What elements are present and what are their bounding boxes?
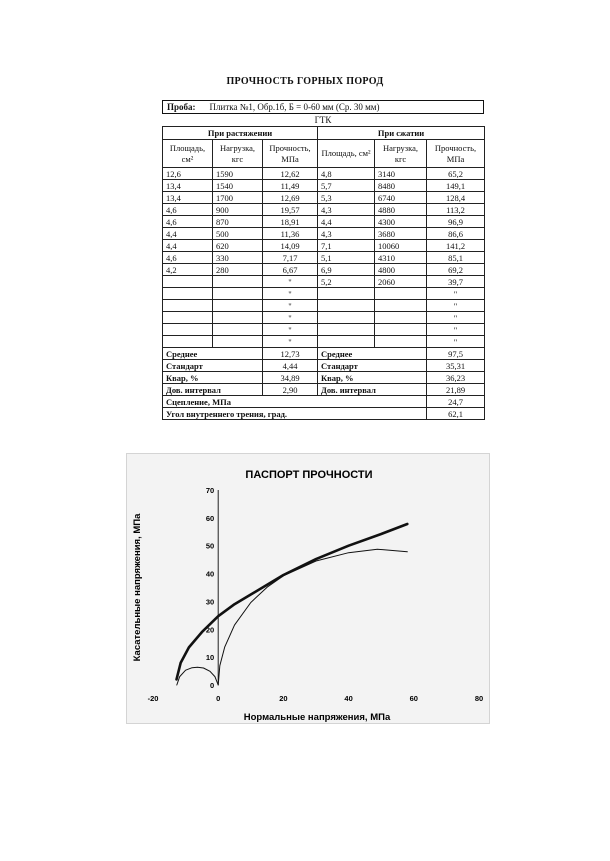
compression-load-cell: 4880: [375, 204, 427, 216]
compression-load-cell: [375, 336, 427, 348]
tension-strength-cell: ": [263, 336, 318, 348]
compression-load-cell: 10060: [375, 240, 427, 252]
compression-load-cell: [375, 312, 427, 324]
strength-table: [162, 126, 485, 420]
table-row: [163, 192, 485, 204]
friction-angle-label: Угол внутреннего трения, град.: [163, 408, 427, 420]
compression-strength-cell: ": [427, 300, 485, 312]
compression-strength-cell: 141,2: [427, 240, 485, 252]
tension-area-cell: 4,4: [163, 240, 213, 252]
tension-strength-cell: 6,67: [263, 264, 318, 276]
stat-label-compression: Стандарт: [318, 360, 427, 372]
compression-load-cell: 8480: [375, 180, 427, 192]
table-row: [163, 300, 485, 312]
table-row: [163, 336, 485, 348]
table-row: [163, 276, 485, 288]
compression-area-cell: 5,1: [318, 252, 375, 264]
compression-load-cell: 4300: [375, 216, 427, 228]
compression-header: При сжатии: [318, 127, 485, 140]
compression-strength-cell: 69,2: [427, 264, 485, 276]
stats-row: [163, 372, 485, 384]
friction-angle-row: [163, 408, 485, 420]
compression-strength-cell: 65,2: [427, 168, 485, 180]
compression-load-cell: [375, 300, 427, 312]
tension-strength-cell: 19,57: [263, 204, 318, 216]
compression-strength-cell: ": [427, 324, 485, 336]
compression-strength-cell: ": [427, 336, 485, 348]
tension-area-cell: 13,4: [163, 180, 213, 192]
tension-strength-cell: 12,69: [263, 192, 318, 204]
stat-value-tension: 34,89: [263, 372, 318, 384]
stat-value-tension: 12,73: [263, 348, 318, 360]
stat-label-tension: Дов. интервал: [163, 384, 263, 396]
stat-value-compression: 97,5: [427, 348, 485, 360]
tension-load-cell: 1590: [213, 168, 263, 180]
method-label: ГТК: [314, 115, 332, 125]
table-row: [163, 168, 485, 180]
tension-load-cell: 1540: [213, 180, 263, 192]
tension-strength-cell: 11,49: [263, 180, 318, 192]
table-row: [163, 180, 485, 192]
tension-load-cell: [213, 300, 263, 312]
tension-load-cell: 330: [213, 252, 263, 264]
compression-strength-cell: 86,6: [427, 228, 485, 240]
tension-strength-cell: ": [263, 288, 318, 300]
compression-strength-cell: 96,9: [427, 216, 485, 228]
stat-label-compression: Дов. интервал: [318, 384, 427, 396]
tension-load-cell: 870: [213, 216, 263, 228]
compression-strength-cell: 85,1: [427, 252, 485, 264]
x-tick-label: 0: [216, 694, 221, 703]
stat-label-compression: Среднее: [318, 348, 427, 360]
compression-area-cell: [318, 324, 375, 336]
stat-value-compression: 35,31: [427, 360, 485, 372]
tension-area-cell: [163, 324, 213, 336]
tension-load-cell: [213, 288, 263, 300]
stat-value-compression: 36,23: [427, 372, 485, 384]
stats-row: [163, 360, 485, 372]
table-row: [163, 288, 485, 300]
y-tick-label: 40: [205, 569, 215, 579]
compression-strength-cell: 149,1: [427, 180, 485, 192]
tension-area-cell: 4,6: [163, 216, 213, 228]
compression-area-cell: [318, 300, 375, 312]
x-tick-label: -20: [147, 694, 159, 703]
compression-area-cell: 4,4: [318, 216, 375, 228]
compression-load-cell: 3140: [375, 168, 427, 180]
tension-load-cell: 1700: [213, 192, 263, 204]
compression-load-header: Нагрузка, кгс: [375, 140, 427, 168]
y-tick-label: 10: [205, 653, 215, 663]
compression-strength-cell: 128,4: [427, 192, 485, 204]
y-tick-label: 50: [205, 541, 215, 551]
stat-value-tension: 4,44: [263, 360, 318, 372]
tension-strength-cell: 12,62: [263, 168, 318, 180]
stat-label-compression: Квар, %: [318, 372, 427, 384]
x-tick-label: 40: [344, 694, 353, 703]
tension-area-cell: 4,2: [163, 264, 213, 276]
y-tick-label: 70: [205, 486, 215, 495]
tension-area-cell: 4,6: [163, 252, 213, 264]
compression-area-cell: 5,7: [318, 180, 375, 192]
tension-strength-cell: ": [263, 324, 318, 336]
stat-value-tension: 2,90: [263, 384, 318, 396]
sample-label: Проба:: [167, 102, 196, 112]
tension-strength-cell: ": [263, 312, 318, 324]
table-row: [163, 228, 485, 240]
stats-row: [163, 384, 485, 396]
chart-svg: [127, 454, 491, 725]
tension-area-cell: 13,4: [163, 192, 213, 204]
cohesion-label: Сцепление, МПа: [163, 396, 427, 408]
compression-load-cell: [375, 288, 427, 300]
x-tick-label: 60: [409, 694, 418, 703]
tension-load-cell: [213, 312, 263, 324]
tension-strength-cell: ": [263, 300, 318, 312]
tension-load-cell: 500: [213, 228, 263, 240]
table-row: [163, 216, 485, 228]
tension-strength-cell: 18,91: [263, 216, 318, 228]
compression-area-cell: 6,9: [318, 264, 375, 276]
x-tick-label: 80: [474, 694, 484, 703]
compression-strength-cell: ": [427, 288, 485, 300]
compression-area-cell: [318, 312, 375, 324]
strength-passport-chart: [126, 453, 490, 724]
stat-label-tension: Среднее: [163, 348, 263, 360]
tension-load-cell: 280: [213, 264, 263, 276]
y-tick-label: 20: [205, 625, 215, 635]
tension-area-cell: [163, 288, 213, 300]
group-header-row: [163, 127, 485, 140]
table-row: [163, 312, 485, 324]
y-tick-label: 0: [210, 681, 215, 690]
column-header-row: [163, 140, 485, 168]
tension-area-cell: [163, 336, 213, 348]
stat-label-tension: Квар, %: [163, 372, 263, 384]
tension-strength-cell: 11,36: [263, 228, 318, 240]
tension-load-cell: [213, 324, 263, 336]
cohesion-value: 24,7: [427, 396, 485, 408]
compression-area-cell: 4,3: [318, 228, 375, 240]
compression-area-cell: 4,8: [318, 168, 375, 180]
tension-area-cell: 12,6: [163, 168, 213, 180]
compression-strength-cell: ": [427, 312, 485, 324]
tension-strength-cell: 7,17: [263, 252, 318, 264]
tension-load-cell: 620: [213, 240, 263, 252]
compression-load-cell: 6740: [375, 192, 427, 204]
table-row: [163, 240, 485, 252]
document-title: ПРОЧНОСТЬ ГОРНЫХ ПОРОД: [226, 76, 384, 87]
table-row: [163, 324, 485, 336]
x-axis-label: Нормальные напряжения, МПа: [243, 712, 391, 723]
compression-mohr-circle: [218, 549, 407, 685]
tension-strength-cell: ": [263, 276, 318, 288]
compression-load-cell: 4800: [375, 264, 427, 276]
y-axis-label: Касательные напряжения, МПа: [132, 513, 143, 662]
compression-load-cell: 2060: [375, 276, 427, 288]
tension-load-cell: [213, 336, 263, 348]
stat-value-compression: 21,89: [427, 384, 485, 396]
tension-load-cell: 900: [213, 204, 263, 216]
y-tick-label: 60: [205, 513, 215, 523]
compression-load-cell: 4310: [375, 252, 427, 264]
y-tick-label: 30: [205, 597, 215, 607]
compression-strength-cell: 39,7: [427, 276, 485, 288]
compression-area-cell: 7,1: [318, 240, 375, 252]
tension-strength-cell: 14,09: [263, 240, 318, 252]
compression-area-cell: 5,3: [318, 192, 375, 204]
tension-area-cell: [163, 276, 213, 288]
compression-load-cell: 3680: [375, 228, 427, 240]
tension-area-cell: 4,4: [163, 228, 213, 240]
tension-strength-header: Прочность, МПа: [263, 140, 318, 168]
table-row: [163, 204, 485, 216]
tension-load-header: Нагрузка, кгс: [213, 140, 263, 168]
tension-area-cell: [163, 300, 213, 312]
compression-load-cell: [375, 324, 427, 336]
chart-title: ПАСПОРТ ПРОЧНОСТИ: [245, 469, 373, 481]
compression-area-cell: [318, 288, 375, 300]
compression-area-cell: 5,2: [318, 276, 375, 288]
table-row: [163, 252, 485, 264]
compression-strength-cell: 113,2: [427, 204, 485, 216]
compression-area-cell: [318, 336, 375, 348]
stats-row: [163, 348, 485, 360]
x-tick-label: 20: [279, 694, 288, 703]
sample-value: Плитка №1, Обр.1б, Б = 0-60 мм (Ср. 30 мм): [209, 102, 380, 112]
tension-area-cell: 4,6: [163, 204, 213, 216]
compression-strength-header: Прочность, МПа: [427, 140, 485, 168]
tension-area-cell: [163, 312, 213, 324]
cohesion-row: [163, 396, 485, 408]
tension-header: При растяжении: [163, 127, 318, 140]
compression-area-header: Площадь, см²: [318, 140, 375, 168]
tension-load-cell: [213, 276, 263, 288]
friction-angle-value: 62,1: [427, 408, 485, 420]
tension-area-header: Площадь, см²: [163, 140, 213, 168]
stat-label-tension: Стандарт: [163, 360, 263, 372]
table-row: [163, 264, 485, 276]
compression-area-cell: 4,3: [318, 204, 375, 216]
sample-row: [162, 100, 484, 114]
